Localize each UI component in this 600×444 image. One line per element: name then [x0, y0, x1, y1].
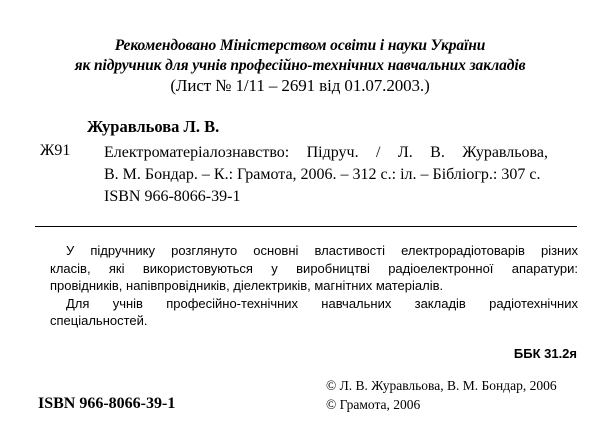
- abstract-line-1: У підручнику розглянуто основні властивості електрорадіотоварів різних: [66, 243, 578, 258]
- author-heading: Журавльова Л. В.: [87, 117, 220, 136]
- ministry-letter: (Лист № 1/11 – 2691 від 01.07.2003.): [170, 76, 430, 95]
- divider-rule: [35, 226, 577, 227]
- abstract-line-3: провідників, напівпровідників, діелектриків, магнітних матеріалів.: [50, 278, 444, 293]
- copyright-authors: © Л. В. Журавльова, В. М. Бондар, 2006: [326, 378, 557, 393]
- bbk-code: ББК 31.2я: [513, 346, 577, 361]
- catalog-index: Ж91: [40, 142, 71, 159]
- abstract-block: [50, 242, 578, 330]
- recommendation-block: [0, 36, 600, 96]
- copyright-block: [326, 376, 557, 414]
- recommendation-line-1: Рекомендовано Міністерством освіти і науки України: [114, 37, 486, 54]
- bibliographic-record: [104, 142, 548, 208]
- abstract-line-5: спеціальностей.: [50, 313, 148, 328]
- bibliographic-isbn: ISBN 966-8066-39-1: [104, 188, 241, 205]
- abstract-line-2: класів, які використовуються у виробництві радіоелектронної апаратури:: [50, 260, 578, 276]
- bibliographic-line-2: В. М. Бондар. – К.: Грамота, 2006. – 312 с.: іл. – Бібліогр.: 307 с.: [104, 166, 541, 183]
- recommendation-line-2: як підручник для учнів професійно-технічних навчальних закладів: [74, 57, 526, 74]
- abstract-line-4: Для учнів професійно-технічних навчальних закладів радіотехнічних: [66, 295, 578, 311]
- bibliographic-line-1: Електроматеріалознавство: Підруч. / Л. В. Журавльова,: [104, 144, 548, 161]
- copyright-publisher: © Грамота, 2006: [326, 397, 421, 412]
- isbn-footer: ISBN 966-8066-39-1: [38, 395, 176, 412]
